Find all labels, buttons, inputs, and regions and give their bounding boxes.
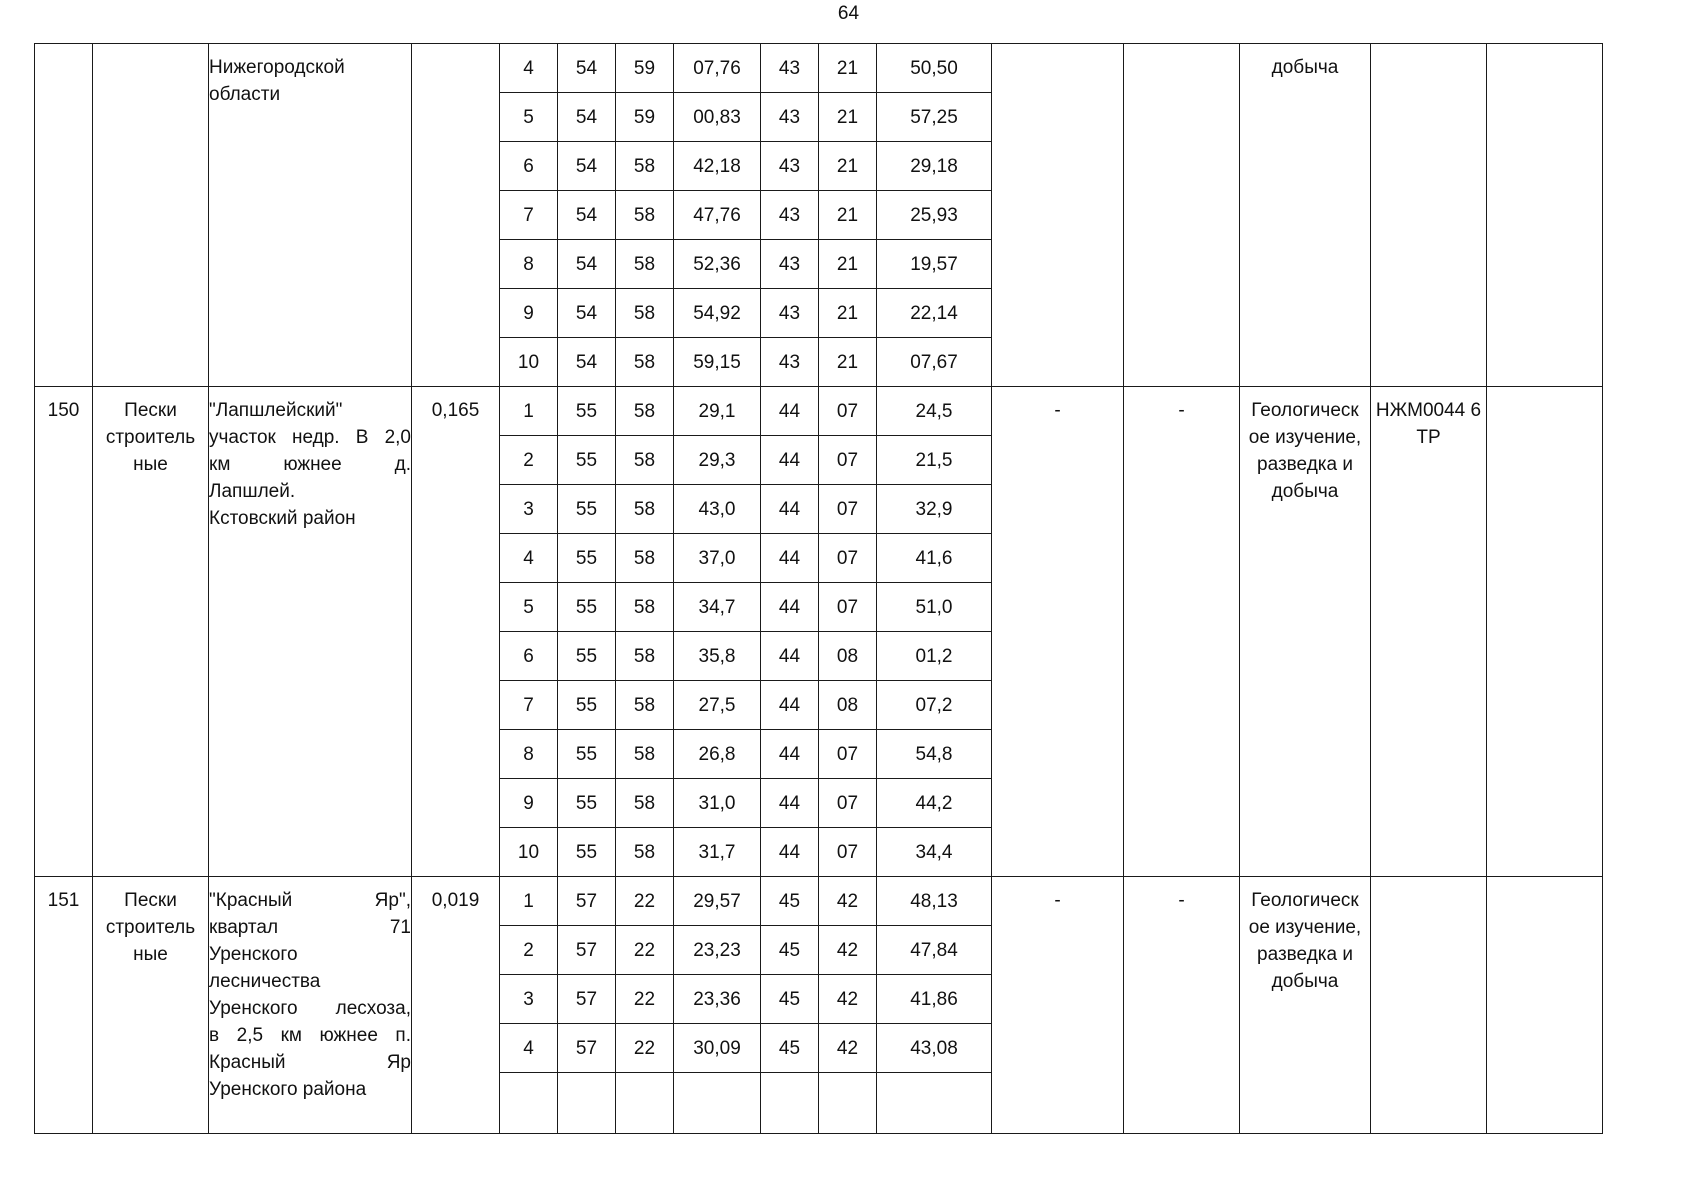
location-line: Кстовский район <box>209 508 356 529</box>
coordinate-cell: 55 <box>558 485 616 534</box>
page-number: 64 <box>837 3 860 24</box>
point-number: 10 <box>500 338 558 387</box>
coordinate-cell: 25,93 <box>877 191 992 240</box>
coordinate-cell: 24,5 <box>877 387 992 436</box>
coordinate-cell: 45 <box>761 975 819 1024</box>
coordinate-cell: 44 <box>761 779 819 828</box>
coordinate-cell: 45 <box>761 1024 819 1073</box>
coordinate-cell: 22 <box>616 877 674 926</box>
coordinate-cell: 07 <box>819 779 877 828</box>
coordinate-cell: 41,6 <box>877 534 992 583</box>
column-a-value: - <box>992 387 1124 877</box>
coordinate-cell: 54 <box>558 240 616 289</box>
mineral-type: Пески строитель ные <box>93 387 209 877</box>
coordinate-cell: 58 <box>616 387 674 436</box>
license-number <box>1371 44 1487 387</box>
coordinate-cell: 55 <box>558 632 616 681</box>
coordinate-cell: 42 <box>819 975 877 1024</box>
coordinate-cell: 22 <box>616 926 674 975</box>
location-line: участок недр. В 2,0 <box>209 427 411 448</box>
coordinate-cell: 57,25 <box>877 93 992 142</box>
coordinate-cell: 21 <box>819 289 877 338</box>
coordinate-cell: 43 <box>761 338 819 387</box>
coordinate-cell: 07,76 <box>674 44 761 93</box>
coordinate-cell: 08 <box>819 681 877 730</box>
coordinate-cell: 44 <box>761 436 819 485</box>
coordinate-cell: 42 <box>819 1024 877 1073</box>
coordinate-cell: 27,5 <box>674 681 761 730</box>
coordinate-cell: 57 <box>558 877 616 926</box>
license-number <box>1371 877 1487 1134</box>
point-number: 4 <box>500 534 558 583</box>
coordinate-cell: 52,36 <box>674 240 761 289</box>
location-line: "Красный Яр", <box>209 890 411 911</box>
coordinate-cell: 07 <box>819 828 877 877</box>
location-line: Уренского <box>209 944 298 965</box>
coordinate-cell: 07 <box>819 436 877 485</box>
coordinate-cell-empty <box>558 1073 616 1134</box>
coordinate-cell: 29,1 <box>674 387 761 436</box>
coordinate-cell: 58 <box>616 240 674 289</box>
coordinate-cell: 21 <box>819 191 877 240</box>
area-value: 0,165 <box>412 387 500 877</box>
coordinate-cell: 42 <box>819 877 877 926</box>
coordinate-cell: 07,2 <box>877 681 992 730</box>
coordinate-cell: 37,0 <box>674 534 761 583</box>
license-number: НЖМ0044 6ТР <box>1371 387 1487 877</box>
coordinate-cell: 54 <box>558 142 616 191</box>
coordinate-cell: 58 <box>616 191 674 240</box>
coordinate-cell: 51,0 <box>877 583 992 632</box>
coordinate-cell: 55 <box>558 436 616 485</box>
coordinate-cell: 59 <box>616 44 674 93</box>
coordinate-cell: 29,18 <box>877 142 992 191</box>
location-description <box>209 877 412 1134</box>
coordinate-cell: 41,86 <box>877 975 992 1024</box>
coordinate-cell: 43 <box>761 191 819 240</box>
location-line: квартал 71 <box>209 917 411 938</box>
coordinate-cell: 21,5 <box>877 436 992 485</box>
coordinate-cell: 58 <box>616 436 674 485</box>
coordinate-cell: 22 <box>616 1024 674 1073</box>
coordinate-cell: 45 <box>761 877 819 926</box>
location-line: Лапшлей. <box>209 481 296 502</box>
coordinate-cell: 43 <box>761 93 819 142</box>
coordinate-cell: 42,18 <box>674 142 761 191</box>
coordinate-cell: 50,50 <box>877 44 992 93</box>
coordinate-cell: 54 <box>558 338 616 387</box>
coordinate-cell: 43,0 <box>674 485 761 534</box>
coordinate-cell: 21 <box>819 44 877 93</box>
coordinate-cell: 58 <box>616 583 674 632</box>
location-line: в 2,5 км южнее п. <box>209 1025 411 1046</box>
coordinate-cell: 58 <box>616 828 674 877</box>
column-a-value <box>992 44 1124 387</box>
coordinate-cell: 01,2 <box>877 632 992 681</box>
column-b-value: - <box>1124 877 1240 1134</box>
coordinate-cell: 23,36 <box>674 975 761 1024</box>
coordinate-cell: 55 <box>558 534 616 583</box>
note-cell <box>1487 387 1603 877</box>
point-number: 6 <box>500 142 558 191</box>
point-number: 6 <box>500 632 558 681</box>
table-row <box>35 387 1603 436</box>
registry-table <box>34 43 1603 1134</box>
coordinate-cell: 07 <box>819 485 877 534</box>
point-number: 1 <box>500 387 558 436</box>
mineral-type: Пески строитель ные <box>93 877 209 1134</box>
coordinate-cell: 55 <box>558 730 616 779</box>
coordinate-cell: 31,0 <box>674 779 761 828</box>
coordinate-cell: 44 <box>761 730 819 779</box>
location-line: области <box>209 84 281 105</box>
coordinate-cell: 54 <box>558 93 616 142</box>
point-number: 1 <box>500 877 558 926</box>
coordinate-cell: 59,15 <box>674 338 761 387</box>
point-number: 4 <box>500 1024 558 1073</box>
coordinate-cell: 21 <box>819 240 877 289</box>
coordinate-cell: 34,7 <box>674 583 761 632</box>
coordinate-cell: 44 <box>761 485 819 534</box>
coordinate-cell-empty <box>761 1073 819 1134</box>
coordinate-cell: 44 <box>761 534 819 583</box>
coordinate-cell: 07 <box>819 583 877 632</box>
location-line: лесничества <box>209 971 321 992</box>
coordinate-cell: 21 <box>819 142 877 191</box>
coordinate-cell: 58 <box>616 534 674 583</box>
coordinate-cell: 55 <box>558 681 616 730</box>
area-value: 0,019 <box>412 877 500 1134</box>
coordinate-cell: 55 <box>558 779 616 828</box>
coordinate-cell: 44 <box>761 632 819 681</box>
coordinate-cell: 43,08 <box>877 1024 992 1073</box>
coordinate-cell: 59 <box>616 93 674 142</box>
coordinate-cell: 47,84 <box>877 926 992 975</box>
coordinate-cell: 58 <box>616 338 674 387</box>
coordinate-cell-empty <box>500 1073 558 1134</box>
coordinate-cell: 07 <box>819 730 877 779</box>
usage-purpose: Геологическ ое изучение, разведка и добыча <box>1240 387 1371 877</box>
point-number: 10 <box>500 828 558 877</box>
section-number: 150 <box>35 387 93 877</box>
coordinate-cell: 34,4 <box>877 828 992 877</box>
coordinate-cell: 48,13 <box>877 877 992 926</box>
coordinate-cell: 31,7 <box>674 828 761 877</box>
coordinate-cell: 35,8 <box>674 632 761 681</box>
coordinate-cell: 29,57 <box>674 877 761 926</box>
point-number: 9 <box>500 779 558 828</box>
point-number: 2 <box>500 436 558 485</box>
location-line: Красный Яр <box>209 1052 411 1073</box>
coordinate-cell: 43 <box>761 44 819 93</box>
coordinate-cell: 22,14 <box>877 289 992 338</box>
table-row <box>35 877 1603 926</box>
coordinate-cell: 43 <box>761 289 819 338</box>
coordinate-cell: 44 <box>761 681 819 730</box>
column-a-value: - <box>992 877 1124 1134</box>
coordinate-cell: 58 <box>616 779 674 828</box>
coordinate-cell: 43 <box>761 142 819 191</box>
coordinate-cell: 32,9 <box>877 485 992 534</box>
coordinate-cell-empty <box>877 1073 992 1134</box>
coordinate-cell: 57 <box>558 926 616 975</box>
location-line: Уренского района <box>209 1079 367 1100</box>
coordinate-cell: 21 <box>819 93 877 142</box>
point-number: 9 <box>500 289 558 338</box>
note-cell <box>1487 44 1603 387</box>
column-b-value: - <box>1124 387 1240 877</box>
coordinate-cell: 08 <box>819 632 877 681</box>
coordinate-cell: 58 <box>616 289 674 338</box>
location-description <box>209 44 412 387</box>
point-number: 8 <box>500 240 558 289</box>
coordinate-cell-empty <box>674 1073 761 1134</box>
section-number <box>35 44 93 387</box>
coordinate-cell: 58 <box>616 730 674 779</box>
coordinate-cell: 55 <box>558 828 616 877</box>
coordinate-cell: 54 <box>558 191 616 240</box>
coordinate-cell-empty <box>819 1073 877 1134</box>
coordinate-cell: 54,8 <box>877 730 992 779</box>
point-number: 3 <box>500 485 558 534</box>
point-number: 5 <box>500 93 558 142</box>
coordinate-cell: 58 <box>616 485 674 534</box>
coordinate-cell: 44,2 <box>877 779 992 828</box>
point-number: 7 <box>500 681 558 730</box>
location-line: Нижегородской <box>209 57 345 78</box>
point-number: 5 <box>500 583 558 632</box>
coordinate-cell: 44 <box>761 828 819 877</box>
coordinate-cell: 22 <box>616 975 674 1024</box>
point-number: 3 <box>500 975 558 1024</box>
point-number: 2 <box>500 926 558 975</box>
coordinate-cell: 44 <box>761 583 819 632</box>
coordinate-cell: 54 <box>558 44 616 93</box>
location-description <box>209 387 412 877</box>
coordinate-cell: 44 <box>761 387 819 436</box>
coordinate-cell: 43 <box>761 240 819 289</box>
coordinate-cell: 21 <box>819 338 877 387</box>
coordinate-cell: 57 <box>558 975 616 1024</box>
coordinate-cell: 58 <box>616 681 674 730</box>
usage-purpose: Геологическ ое изучение, разведка и добыча <box>1240 877 1371 1134</box>
coordinate-cell: 23,23 <box>674 926 761 975</box>
coordinate-cell: 58 <box>616 632 674 681</box>
area-value <box>412 44 500 387</box>
coordinate-cell: 55 <box>558 387 616 436</box>
mineral-type <box>93 44 209 387</box>
coordinate-cell: 19,57 <box>877 240 992 289</box>
coordinate-cell: 00,83 <box>674 93 761 142</box>
coordinate-cell: 54,92 <box>674 289 761 338</box>
coordinate-cell: 45 <box>761 926 819 975</box>
coordinate-cell: 07 <box>819 534 877 583</box>
coordinate-cell: 30,09 <box>674 1024 761 1073</box>
usage-purpose: добыча <box>1240 44 1371 387</box>
location-line: "Лапшлейский" <box>209 400 343 421</box>
note-cell <box>1487 877 1603 1134</box>
coordinate-cell-empty <box>616 1073 674 1134</box>
point-number: 8 <box>500 730 558 779</box>
column-b-value <box>1124 44 1240 387</box>
coordinate-cell: 42 <box>819 926 877 975</box>
coordinate-cell: 58 <box>616 142 674 191</box>
point-number: 7 <box>500 191 558 240</box>
location-line: Уренского лесхоза, <box>209 998 411 1019</box>
coordinate-cell: 07,67 <box>877 338 992 387</box>
coordinate-cell: 47,76 <box>674 191 761 240</box>
table-row <box>35 44 1603 93</box>
coordinate-cell: 54 <box>558 289 616 338</box>
coordinate-cell: 29,3 <box>674 436 761 485</box>
coordinate-cell: 07 <box>819 387 877 436</box>
coordinate-cell: 26,8 <box>674 730 761 779</box>
point-number: 4 <box>500 44 558 93</box>
coordinate-cell: 55 <box>558 583 616 632</box>
section-number: 151 <box>35 877 93 1134</box>
coordinate-cell: 57 <box>558 1024 616 1073</box>
location-line: км южнее д. <box>209 454 411 475</box>
